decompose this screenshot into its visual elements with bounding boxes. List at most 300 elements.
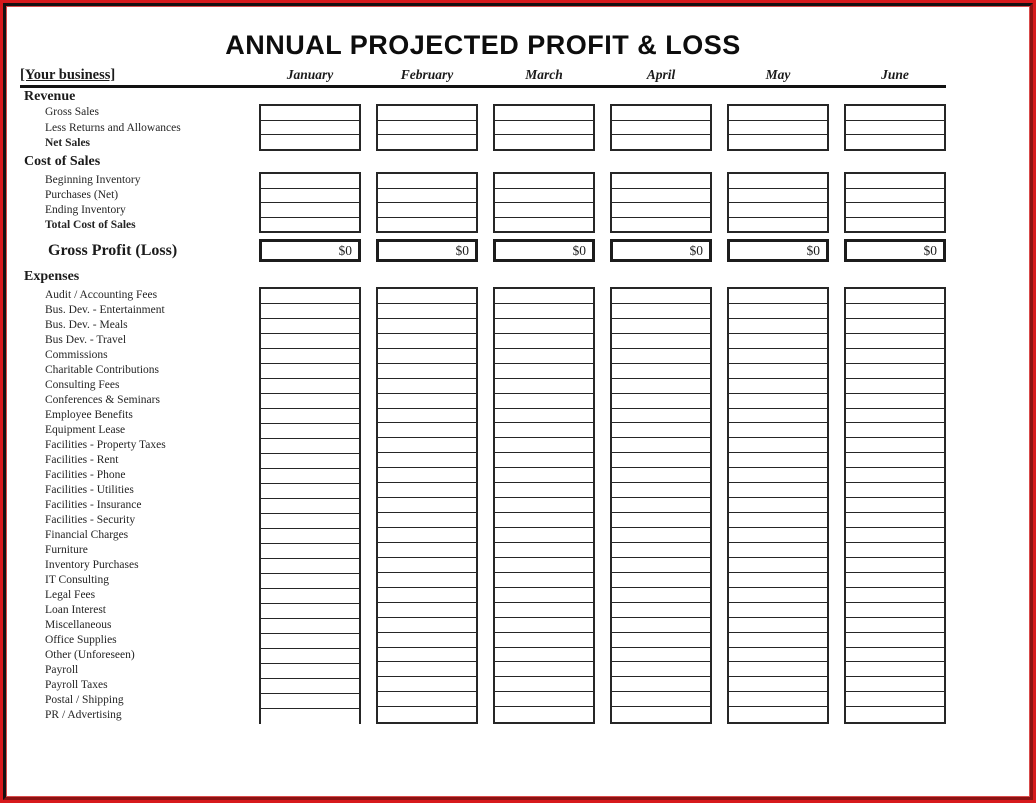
- empty-input-cell: [846, 174, 944, 188]
- empty-input-cell: [495, 202, 593, 217]
- empty-input-cell: [378, 558, 476, 573]
- empty-input-cell: [495, 134, 593, 149]
- empty-input-cell: [846, 304, 944, 319]
- empty-input-cell: [846, 588, 944, 603]
- empty-input-cell: [729, 394, 827, 409]
- empty-input-cell: [261, 188, 359, 203]
- month-column-box-february: [376, 104, 478, 151]
- empty-input-cell: [612, 188, 710, 203]
- gross-profit-value-may: $0: [727, 239, 829, 262]
- month-column-box-may: [727, 104, 829, 151]
- empty-input-cell: [612, 588, 710, 603]
- empty-input-cell: [378, 438, 476, 453]
- expense-label-other-unforeseen: Other (Unforeseen): [45, 648, 135, 661]
- expenses-block: [20, 287, 946, 724]
- black-frame-border: [3, 3, 1033, 800]
- expense-label-equipment-lease: Equipment Lease: [45, 423, 126, 436]
- empty-input-cell: [378, 633, 476, 648]
- empty-input-cell: [846, 120, 944, 135]
- expense-label-bus-dev-meals: Bus. Dev. - Meals: [45, 318, 128, 331]
- empty-input-cell: [495, 394, 593, 409]
- empty-input-cell: [495, 677, 593, 692]
- empty-input-cell: [378, 349, 476, 364]
- month-column-box-may: [727, 172, 829, 233]
- expense-label-facilities-security: Facilities - Security: [45, 513, 136, 526]
- empty-input-cell: [729, 692, 827, 707]
- month-header-march: March: [525, 67, 563, 82]
- expense-label-bus-dev-travel: Bus Dev. - Travel: [45, 333, 127, 346]
- expense-label-payroll: Payroll: [45, 663, 79, 676]
- empty-input-cell: [729, 707, 827, 722]
- empty-input-cell: [495, 573, 593, 588]
- empty-input-cell: [495, 528, 593, 543]
- empty-input-cell: [729, 364, 827, 379]
- empty-input-cell: [495, 423, 593, 438]
- empty-input-cell: [261, 649, 359, 664]
- empty-input-cell: [261, 544, 359, 559]
- empty-input-cell: [612, 633, 710, 648]
- empty-input-cell: [846, 707, 944, 722]
- empty-input-cell: [495, 304, 593, 319]
- empty-input-cell: [378, 588, 476, 603]
- empty-input-cell: [846, 134, 944, 149]
- empty-input-cell: [378, 217, 476, 232]
- month-column-box-january: [259, 104, 361, 151]
- empty-input-cell: [378, 334, 476, 349]
- empty-input-cell: [846, 423, 944, 438]
- empty-input-cell: [846, 633, 944, 648]
- empty-input-cell: [612, 513, 710, 528]
- empty-input-cell: [378, 692, 476, 707]
- gross-profit-value-june: $0: [844, 239, 946, 262]
- empty-input-cell: [846, 438, 944, 453]
- empty-input-cell: [612, 603, 710, 618]
- empty-input-cell: [495, 588, 593, 603]
- empty-input-cell: [495, 188, 593, 203]
- gross-profit-row: [20, 239, 946, 262]
- expense-label-it-consulting: IT Consulting: [45, 573, 110, 586]
- empty-input-cell: [846, 483, 944, 498]
- empty-input-cell: [261, 529, 359, 544]
- row-label-ending-inventory: Ending Inventory: [45, 204, 126, 217]
- empty-input-cell: [729, 379, 827, 394]
- empty-input-cell: [378, 468, 476, 483]
- empty-input-cell: [612, 409, 710, 424]
- empty-input-cell: [495, 707, 593, 722]
- expense-label-conferences-seminars: Conferences & Seminars: [45, 393, 160, 406]
- empty-input-cell: [612, 558, 710, 573]
- empty-input-cell: [378, 304, 476, 319]
- empty-input-cell: [846, 603, 944, 618]
- empty-input-cell: [378, 134, 476, 149]
- empty-input-cell: [612, 498, 710, 513]
- empty-input-cell: [261, 664, 359, 679]
- empty-input-cell: [846, 217, 944, 232]
- profit-loss-sheet: [20, 29, 946, 724]
- empty-input-cell: [261, 409, 359, 424]
- empty-input-cell: [378, 707, 476, 722]
- empty-input-cell: [846, 188, 944, 203]
- empty-input-cell: [846, 409, 944, 424]
- expense-column-april: [610, 287, 712, 724]
- empty-input-cell: [378, 364, 476, 379]
- empty-input-cell: [495, 319, 593, 334]
- expense-label-legal-fees: Legal Fees: [45, 588, 96, 601]
- empty-input-cell: [495, 289, 593, 304]
- empty-input-cell: [378, 423, 476, 438]
- empty-input-cell: [612, 379, 710, 394]
- month-header-february: February: [400, 67, 454, 82]
- expense-column-january: [259, 287, 361, 724]
- expense-label-payroll-taxes: Payroll Taxes: [45, 678, 108, 691]
- empty-input-cell: [729, 588, 827, 603]
- empty-input-cell: [846, 618, 944, 633]
- expense-label-furniture: Furniture: [45, 543, 88, 556]
- empty-input-cell: [846, 558, 944, 573]
- empty-input-cell: [495, 106, 593, 120]
- empty-input-cell: [612, 543, 710, 558]
- expense-label-facilities-property-taxes: Facilities - Property Taxes: [45, 438, 166, 451]
- expense-label-audit-accounting-fees: Audit / Accounting Fees: [45, 288, 158, 301]
- header-rule: [20, 85, 946, 88]
- empty-input-cell: [261, 619, 359, 634]
- empty-input-cell: [612, 217, 710, 232]
- empty-input-cell: [378, 453, 476, 468]
- empty-input-cell: [612, 289, 710, 304]
- empty-input-cell: [495, 543, 593, 558]
- empty-input-cell: [729, 453, 827, 468]
- empty-input-cell: [846, 106, 944, 120]
- empty-input-cell: [378, 202, 476, 217]
- empty-input-cell: [261, 604, 359, 619]
- empty-input-cell: [846, 379, 944, 394]
- empty-input-cell: [729, 334, 827, 349]
- empty-input-cell: [612, 677, 710, 692]
- empty-input-cell: [378, 106, 476, 120]
- empty-input-cell: [261, 559, 359, 574]
- empty-input-cell: [261, 379, 359, 394]
- empty-input-cell: [378, 174, 476, 188]
- month-column-box-april: [610, 104, 712, 151]
- empty-input-cell: [846, 453, 944, 468]
- empty-input-cell: [612, 662, 710, 677]
- empty-input-cell: [612, 319, 710, 334]
- empty-input-cell: [378, 648, 476, 663]
- empty-input-cell: [846, 202, 944, 217]
- empty-input-cell: [378, 618, 476, 633]
- empty-input-cell: [495, 603, 593, 618]
- empty-input-cell: [495, 120, 593, 135]
- gross-profit-value-april: $0: [610, 239, 712, 262]
- empty-input-cell: [495, 217, 593, 232]
- empty-input-cell: [846, 364, 944, 379]
- empty-input-cell: [729, 174, 827, 188]
- empty-input-cell: [261, 439, 359, 454]
- empty-input-cell: [729, 423, 827, 438]
- section-heading-expenses: Expenses: [24, 269, 80, 284]
- business-name-label: [Your business]: [20, 67, 116, 83]
- empty-input-cell: [378, 289, 476, 304]
- empty-input-cell: [261, 484, 359, 499]
- empty-input-cell: [729, 513, 827, 528]
- empty-input-cell: [495, 334, 593, 349]
- empty-input-cell: [846, 289, 944, 304]
- empty-input-cell: [729, 438, 827, 453]
- month-column-box-march: [493, 172, 595, 233]
- empty-input-cell: [612, 334, 710, 349]
- header-row: [20, 63, 946, 85]
- empty-input-cell: [846, 648, 944, 663]
- empty-input-cell: [729, 618, 827, 633]
- empty-input-cell: [495, 438, 593, 453]
- empty-input-cell: [612, 202, 710, 217]
- empty-input-cell: [495, 558, 593, 573]
- empty-input-cell: [495, 174, 593, 188]
- empty-input-cell: [846, 468, 944, 483]
- empty-input-cell: [378, 603, 476, 618]
- month-header-june: June: [881, 67, 909, 82]
- empty-input-cell: [261, 364, 359, 379]
- empty-input-cell: [729, 134, 827, 149]
- empty-input-cell: [378, 498, 476, 513]
- expense-label-bus-dev-entertainment: Bus. Dev. - Entertainment: [45, 303, 165, 316]
- expense-label-loan-interest: Loan Interest: [45, 603, 106, 616]
- empty-input-cell: [495, 648, 593, 663]
- empty-input-cell: [261, 499, 359, 514]
- month-header-april: April: [646, 67, 676, 82]
- empty-input-cell: [612, 618, 710, 633]
- empty-input-cell: [729, 528, 827, 543]
- empty-input-cell: [378, 528, 476, 543]
- empty-input-cell: [495, 498, 593, 513]
- expense-label-postal-shipping: Postal / Shipping: [45, 693, 124, 706]
- expense-label-employee-benefits: Employee Benefits: [45, 408, 133, 421]
- empty-input-cell: [495, 692, 593, 707]
- empty-input-cell: [261, 514, 359, 529]
- row-labels: [20, 172, 244, 233]
- empty-input-cell: [378, 120, 476, 135]
- empty-input-cell: [261, 174, 359, 188]
- gross-profit-label: Gross Profit (Loss): [48, 241, 178, 259]
- empty-input-cell: [261, 424, 359, 439]
- expense-label-commissions: Commissions: [45, 348, 108, 361]
- empty-input-cell: [612, 394, 710, 409]
- empty-input-cell: [378, 394, 476, 409]
- empty-input-cell: [612, 134, 710, 149]
- expense-label-consulting-fees: Consulting Fees: [45, 378, 120, 391]
- empty-input-cell: [261, 304, 359, 319]
- expense-label-inventory-purchases: Inventory Purchases: [45, 558, 139, 571]
- row-label-net-sales: Net Sales: [45, 137, 91, 150]
- empty-input-cell: [612, 453, 710, 468]
- empty-input-cell: [495, 349, 593, 364]
- document-page: [6, 6, 1030, 797]
- empty-input-cell: [846, 528, 944, 543]
- empty-input-cell: [846, 334, 944, 349]
- empty-input-cell: [612, 648, 710, 663]
- empty-input-cell: [378, 483, 476, 498]
- expense-column-march: [493, 287, 595, 724]
- empty-input-cell: [729, 188, 827, 203]
- revenue-block: [20, 104, 946, 151]
- empty-input-cell: [612, 468, 710, 483]
- empty-input-cell: [378, 513, 476, 528]
- empty-input-cell: [846, 349, 944, 364]
- empty-input-cell: [495, 468, 593, 483]
- empty-input-cell: [378, 573, 476, 588]
- row-label-beginning-inventory: Beginning Inventory: [45, 173, 141, 186]
- empty-input-cell: [846, 677, 944, 692]
- empty-input-cell: [729, 573, 827, 588]
- month-column-box-january: [259, 172, 361, 233]
- empty-input-cell: [846, 498, 944, 513]
- empty-input-cell: [729, 217, 827, 232]
- empty-input-cell: [495, 483, 593, 498]
- empty-input-cell: [261, 634, 359, 649]
- month-header-january: January: [286, 67, 334, 82]
- empty-input-cell: [261, 694, 359, 709]
- expense-label-pr-advertising: PR / Advertising: [45, 708, 122, 721]
- empty-input-cell: [495, 513, 593, 528]
- empty-input-cell: [261, 289, 359, 304]
- empty-input-cell: [612, 707, 710, 722]
- empty-input-cell: [612, 692, 710, 707]
- row-labels: [20, 104, 244, 151]
- empty-input-cell: [729, 202, 827, 217]
- empty-input-cell: [729, 558, 827, 573]
- empty-input-cell: [261, 394, 359, 409]
- empty-input-cell: [729, 543, 827, 558]
- empty-input-cell: [261, 679, 359, 694]
- gross-profit-value-january: $0: [259, 239, 361, 262]
- empty-input-cell: [261, 454, 359, 469]
- empty-input-cell: [261, 319, 359, 334]
- section-heading-cost-of-sales: Cost of Sales: [24, 154, 101, 169]
- empty-input-cell: [612, 106, 710, 120]
- empty-input-cell: [612, 174, 710, 188]
- empty-input-cell: [495, 379, 593, 394]
- empty-input-cell: [261, 349, 359, 364]
- empty-input-cell: [729, 106, 827, 120]
- month-column-box-march: [493, 104, 595, 151]
- empty-input-cell: [846, 662, 944, 677]
- empty-input-cell: [846, 543, 944, 558]
- empty-input-cell: [378, 188, 476, 203]
- empty-input-cell: [261, 106, 359, 120]
- empty-input-cell: [261, 574, 359, 589]
- expense-column-february: [376, 287, 478, 724]
- empty-input-cell: [261, 334, 359, 349]
- page-title: ANNUAL PROJECTED PROFIT & LOSS: [225, 30, 741, 60]
- empty-input-cell: [495, 364, 593, 379]
- empty-input-cell: [261, 134, 359, 149]
- expense-row-labels: [20, 287, 244, 724]
- expense-label-facilities-rent: Facilities - Rent: [45, 453, 119, 466]
- row-label-gross-sales: Gross Sales: [45, 105, 99, 118]
- empty-input-cell: [261, 217, 359, 232]
- empty-input-cell: [846, 513, 944, 528]
- empty-input-cell: [612, 120, 710, 135]
- empty-input-cell: [378, 319, 476, 334]
- expense-label-office-supplies: Office Supplies: [45, 633, 117, 646]
- empty-input-cell: [261, 202, 359, 217]
- empty-input-cell: [261, 469, 359, 484]
- empty-input-cell: [729, 409, 827, 424]
- empty-input-cell: [729, 662, 827, 677]
- gross-profit-value-february: $0: [376, 239, 478, 262]
- empty-input-cell: [378, 409, 476, 424]
- month-column-box-june: [844, 172, 946, 233]
- empty-input-cell: [612, 573, 710, 588]
- empty-input-cell: [729, 648, 827, 663]
- expense-label-facilities-insurance: Facilities - Insurance: [45, 498, 142, 511]
- empty-input-cell: [612, 304, 710, 319]
- month-column-box-february: [376, 172, 478, 233]
- empty-input-cell: [846, 319, 944, 334]
- empty-input-cell: [729, 677, 827, 692]
- empty-input-cell: [495, 618, 593, 633]
- empty-input-cell: [729, 289, 827, 304]
- empty-input-cell: [729, 603, 827, 618]
- empty-input-cell: [378, 543, 476, 558]
- empty-input-cell: [495, 662, 593, 677]
- expense-label-financial-charges: Financial Charges: [45, 528, 129, 541]
- empty-input-cell: [378, 662, 476, 677]
- empty-input-cell: [612, 438, 710, 453]
- empty-input-cell: [729, 319, 827, 334]
- empty-input-cell: [261, 709, 359, 724]
- empty-input-cell: [729, 349, 827, 364]
- expense-label-facilities-phone: Facilities - Phone: [45, 468, 126, 481]
- section-heading-revenue: Revenue: [24, 89, 76, 104]
- empty-input-cell: [846, 573, 944, 588]
- expense-label-facilities-utilities: Facilities - Utilities: [45, 483, 134, 496]
- expense-label-miscellaneous: Miscellaneous: [45, 618, 112, 631]
- empty-input-cell: [261, 589, 359, 604]
- month-column-box-june: [844, 104, 946, 151]
- empty-input-cell: [846, 692, 944, 707]
- gross-profit-value-march: $0: [493, 239, 595, 262]
- empty-input-cell: [729, 633, 827, 648]
- row-label-purchases-net: Purchases (Net): [45, 188, 119, 201]
- empty-input-cell: [495, 633, 593, 648]
- expense-label-charitable-contributions: Charitable Contributions: [45, 363, 160, 376]
- empty-input-cell: [495, 409, 593, 424]
- month-header-may: May: [765, 67, 791, 82]
- expense-column-may: [727, 287, 829, 724]
- empty-input-cell: [729, 120, 827, 135]
- empty-input-cell: [729, 483, 827, 498]
- empty-input-cell: [261, 120, 359, 135]
- month-column-box-april: [610, 172, 712, 233]
- row-label-less-returns-and-allowances: Less Returns and Allowances: [45, 121, 181, 134]
- empty-input-cell: [612, 364, 710, 379]
- empty-input-cell: [612, 528, 710, 543]
- empty-input-cell: [612, 483, 710, 498]
- empty-input-cell: [729, 304, 827, 319]
- empty-input-cell: [612, 423, 710, 438]
- empty-input-cell: [378, 379, 476, 394]
- empty-input-cell: [378, 677, 476, 692]
- empty-input-cell: [846, 394, 944, 409]
- row-label-total-cost-of-sales: Total Cost of Sales: [45, 219, 136, 232]
- empty-input-cell: [612, 349, 710, 364]
- cost-of-sales-block: [20, 172, 946, 233]
- expense-column-june: [844, 287, 946, 724]
- empty-input-cell: [495, 453, 593, 468]
- empty-input-cell: [729, 468, 827, 483]
- empty-input-cell: [729, 498, 827, 513]
